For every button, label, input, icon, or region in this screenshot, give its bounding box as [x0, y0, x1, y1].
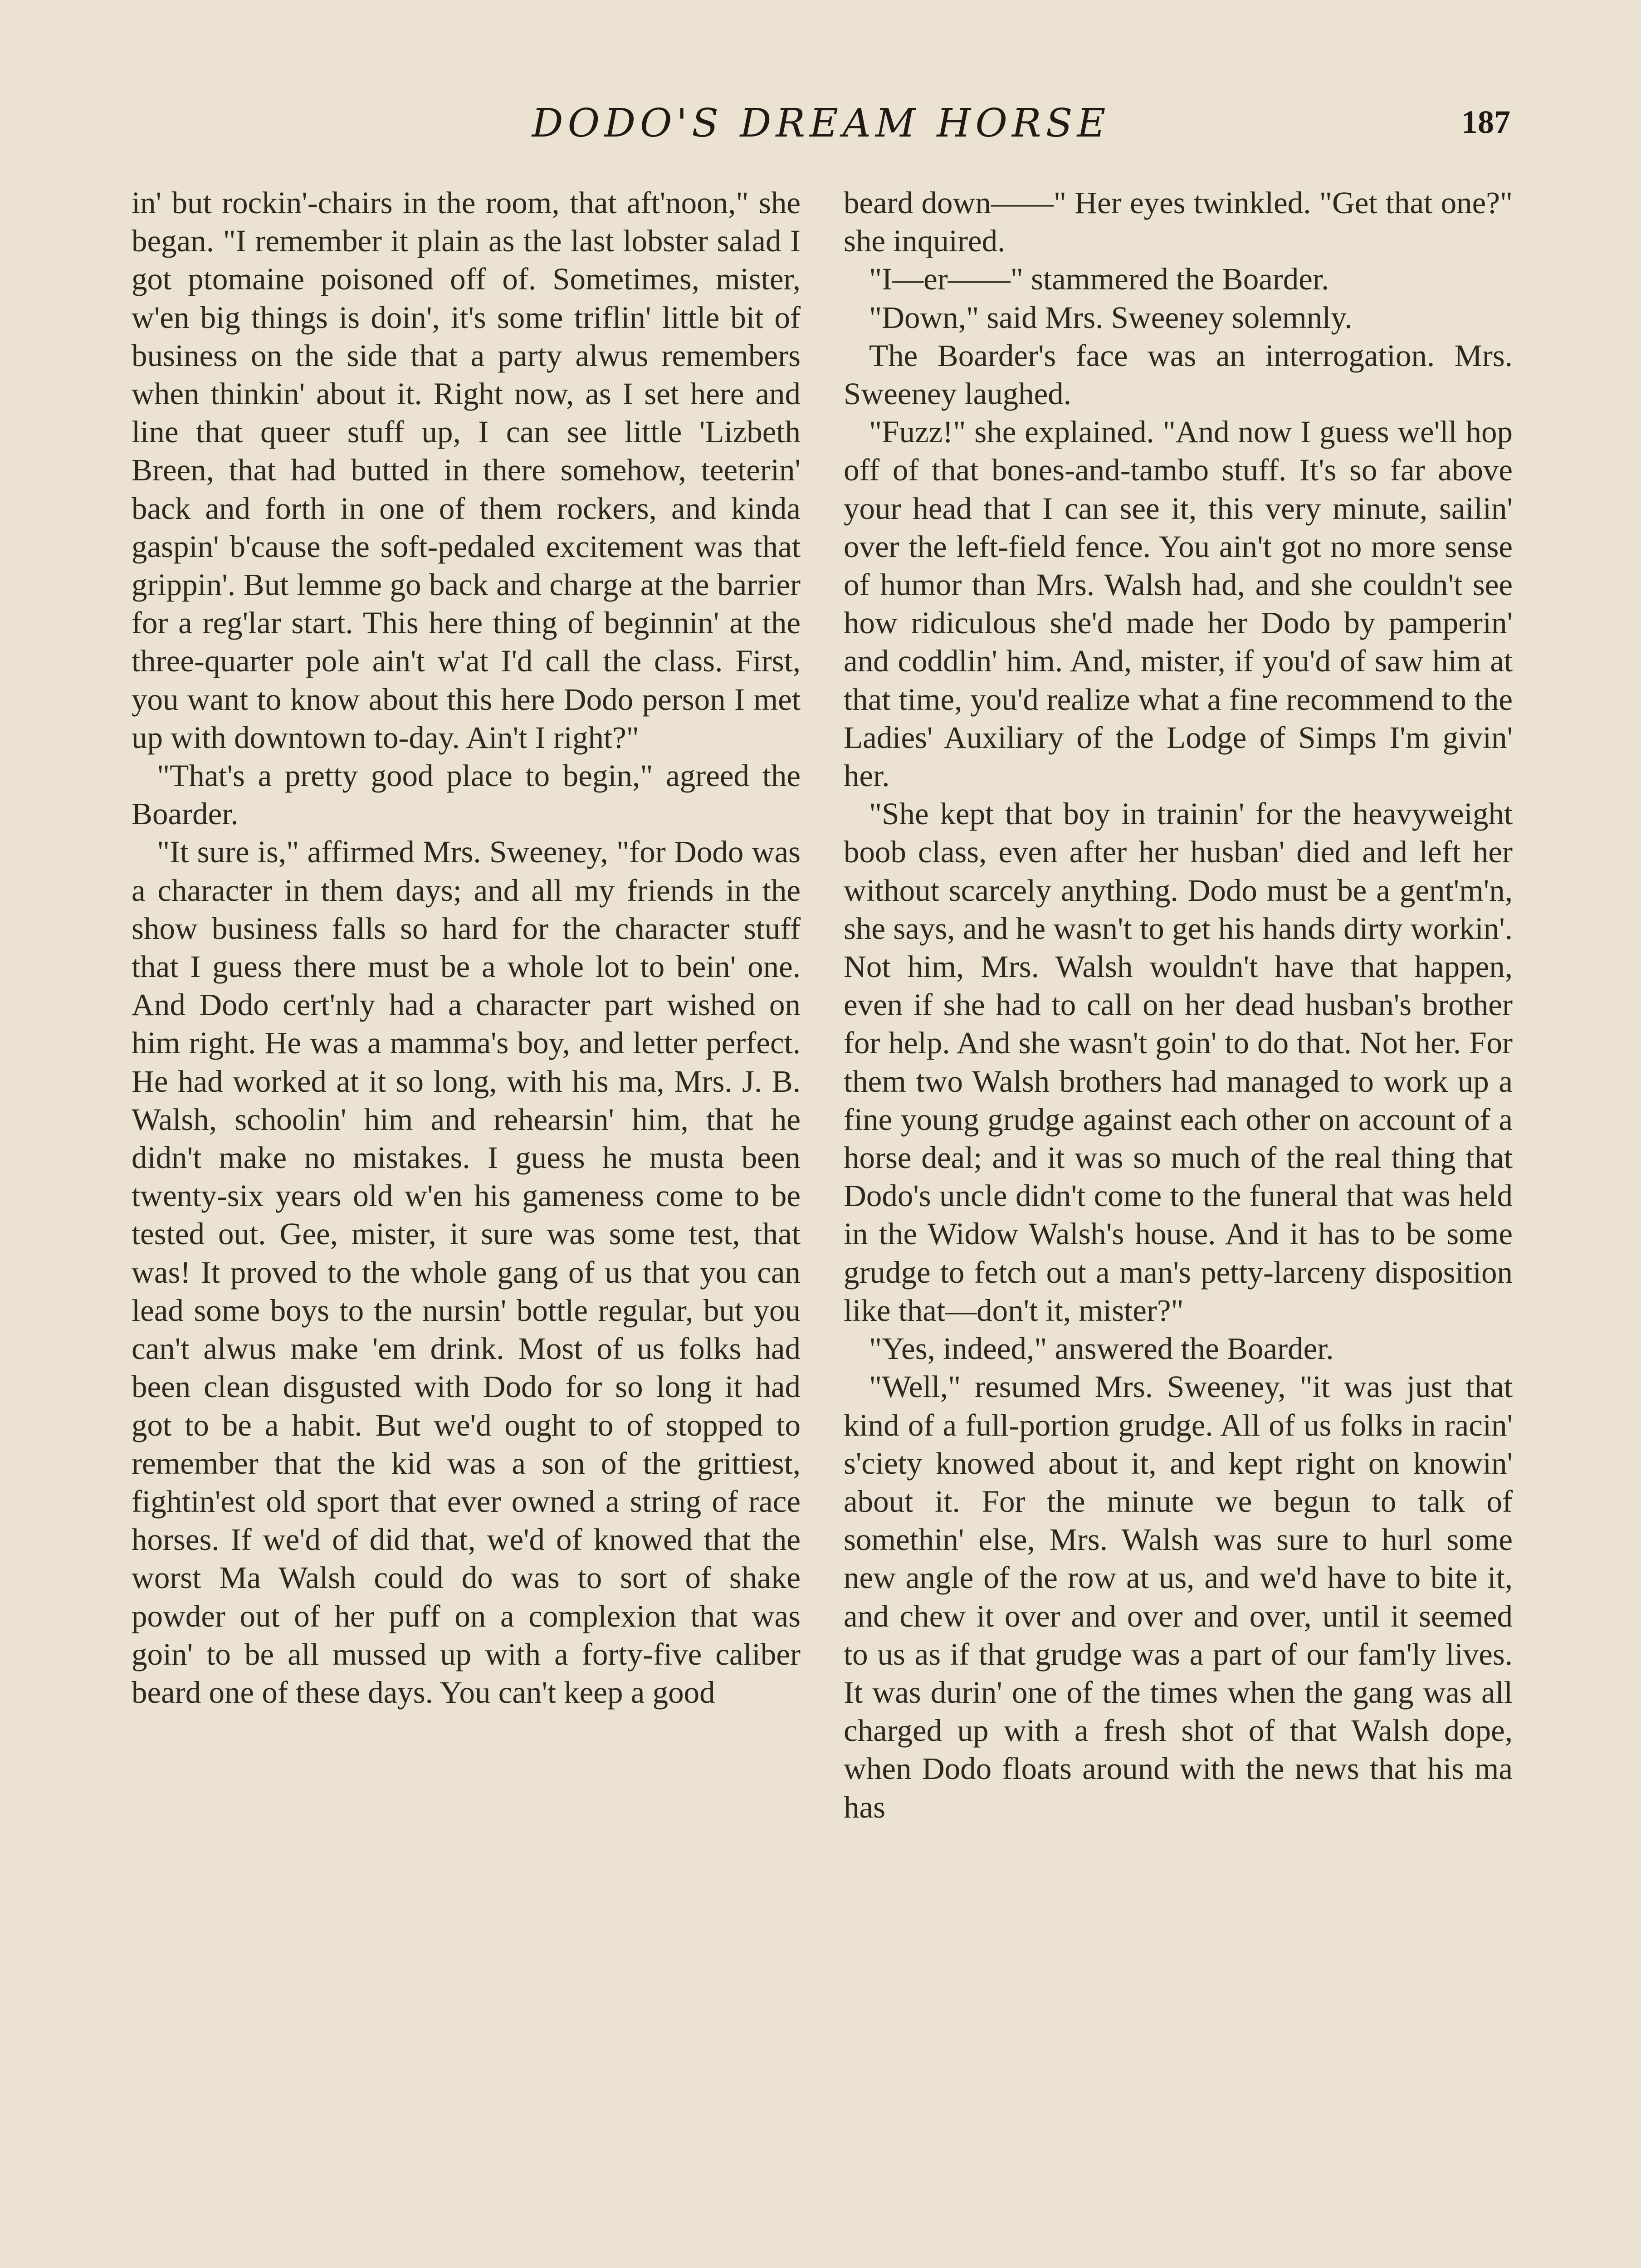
paragraph: "Down," said Mrs. Sweeney solemnly. — [869, 300, 1353, 335]
paragraph: "It sure is," affirmed Mrs. Sweeney, "for Dodo was a character in them days; and all my friends in the show business falls so hard for the character stuff that I guess there must be a whole lot to bein' one. And Dodo cert'nly had a character part wished on him right. He was a mamma's boy, and letter perfect. He had worked at it so long, with his ma, Mrs. J. B. Walsh, schoolin' him and rehearsin' him, that he didn't make no mistakes. I guess he musta been twenty-six years old w'en his gameness come to be tested out. Gee, mister, it sure was some test, that was! It proved to the whole gang of us that you can lead some boys to the nursin' bottle regular, but you can't alwus make 'em drink. Most of us folks had been clean disgusted with Dodo for so long it had got to be a habit. But we'd ought to of stopped to remember that the kid was a son of the grittiest, fightin'est old sport that ever owned a string of race horses. If we'd of did that, we'd of knowed that the worst Ma Walsh could do was to sort of shake powder out of her puff on a complexion that was goin' to be all mussed up with a forty-five caliber beard one of these days. You can't keep a good — [132, 835, 801, 1710]
right-column — [844, 184, 1513, 2268]
page-header — [132, 101, 1510, 155]
left-column — [132, 184, 801, 2268]
paragraph: "Fuzz!" she explained. "And now I guess we'll hop off of that bones-and-tambo stuff. It's so far above your head that I can see it, this very minute, sailin' over the left-field fence. You ain't got no more sense of humor than Mrs. Walsh had, and she couldn't see how ridiculous she'd made her Dodo by pamperin' and coddlin' him. And, mister, if you'd of saw him at that time, you'd realize what a fine recommend to the Ladies' Auxiliary of the Lodge of Simps I'm givin' her. — [844, 415, 1513, 793]
paragraph: in' but rockin'-chairs in the room, that aft'noon," she began. "I remember it plain as the last lobster salad I got ptomaine poisoned off of. Sometimes, mister, w'en big things is doin', it's some triflin' little bit of business on the side that a party alwus remembers when thinkin' about it. Right now, as I set here and line that queer stuff up, I can see little 'Lizbeth Breen, that had butted in there somehow, teeterin' back and forth in one of them rockers, and kinda gaspin' b'cause the soft-pedaled excitement was that grippin'. But lemme go back and charge at the barrier for a reg'lar start. This here thing of beginnin' at the three-quarter pole ain't w'at I'd call the class. First, you want to know about this here Dodo person I met up with downtown to-day. Ain't I right?" — [132, 186, 801, 755]
paragraph: "Well," resumed Mrs. Sweeney, "it was just that kind of a full-portion grudge. All of us folks in racin' s'ciety knowed about it, and kept right on knowin' about it. For the minute we begun to talk of somethin' else, Mrs. Walsh was sure to hurl some new angle of the row at us, and we'd have to bite it, and chew it over and over and over, until it seemed to us as if that grudge was a part of our fam'ly lives. It was durin' one of the times when the gang was all charged up with a fresh shot of that Walsh dope, when Dodo floats around with the news that his ma has — [844, 1369, 1513, 1824]
paragraph: "I—er——" stammered the Boarder. — [869, 262, 1329, 297]
page-number: 187 — [1461, 104, 1510, 140]
paragraph: "That's a pretty good place to begin," agreed the Boarder. — [132, 758, 801, 831]
paragraph: "She kept that boy in trainin' for the heavyweight boob class, even after her husban' died and left her without scarcely anything. Dodo must be a gent'm'n, she says, and he wasn't to get his hands dirty workin'. Not him, Mrs. Walsh wouldn't have that happen, even if she had to call on her dead husban's brother for help. And she wasn't goin' to do that. Not her. For them two Walsh brothers had managed to work up a fine young grudge against each other on account of a horse deal; and it was so much of the real thing that Dodo's uncle didn't come to the funeral that was held in the Widow Walsh's house. And it has to be some grudge to fetch out a man's petty-larceny disposition like that—don't it, mister?" — [844, 797, 1513, 1328]
paragraph: "Yes, indeed," answered the Boarder. — [869, 1331, 1334, 1366]
paragraph: beard down——" Her eyes twinkled. "Get that one?" she inquired. — [844, 186, 1513, 259]
running-head: DODO'S DREAM HORSE — [532, 101, 1110, 146]
paragraph: The Boarder's face was an interrogation. Mrs. Sweeney laughed. — [844, 338, 1513, 411]
